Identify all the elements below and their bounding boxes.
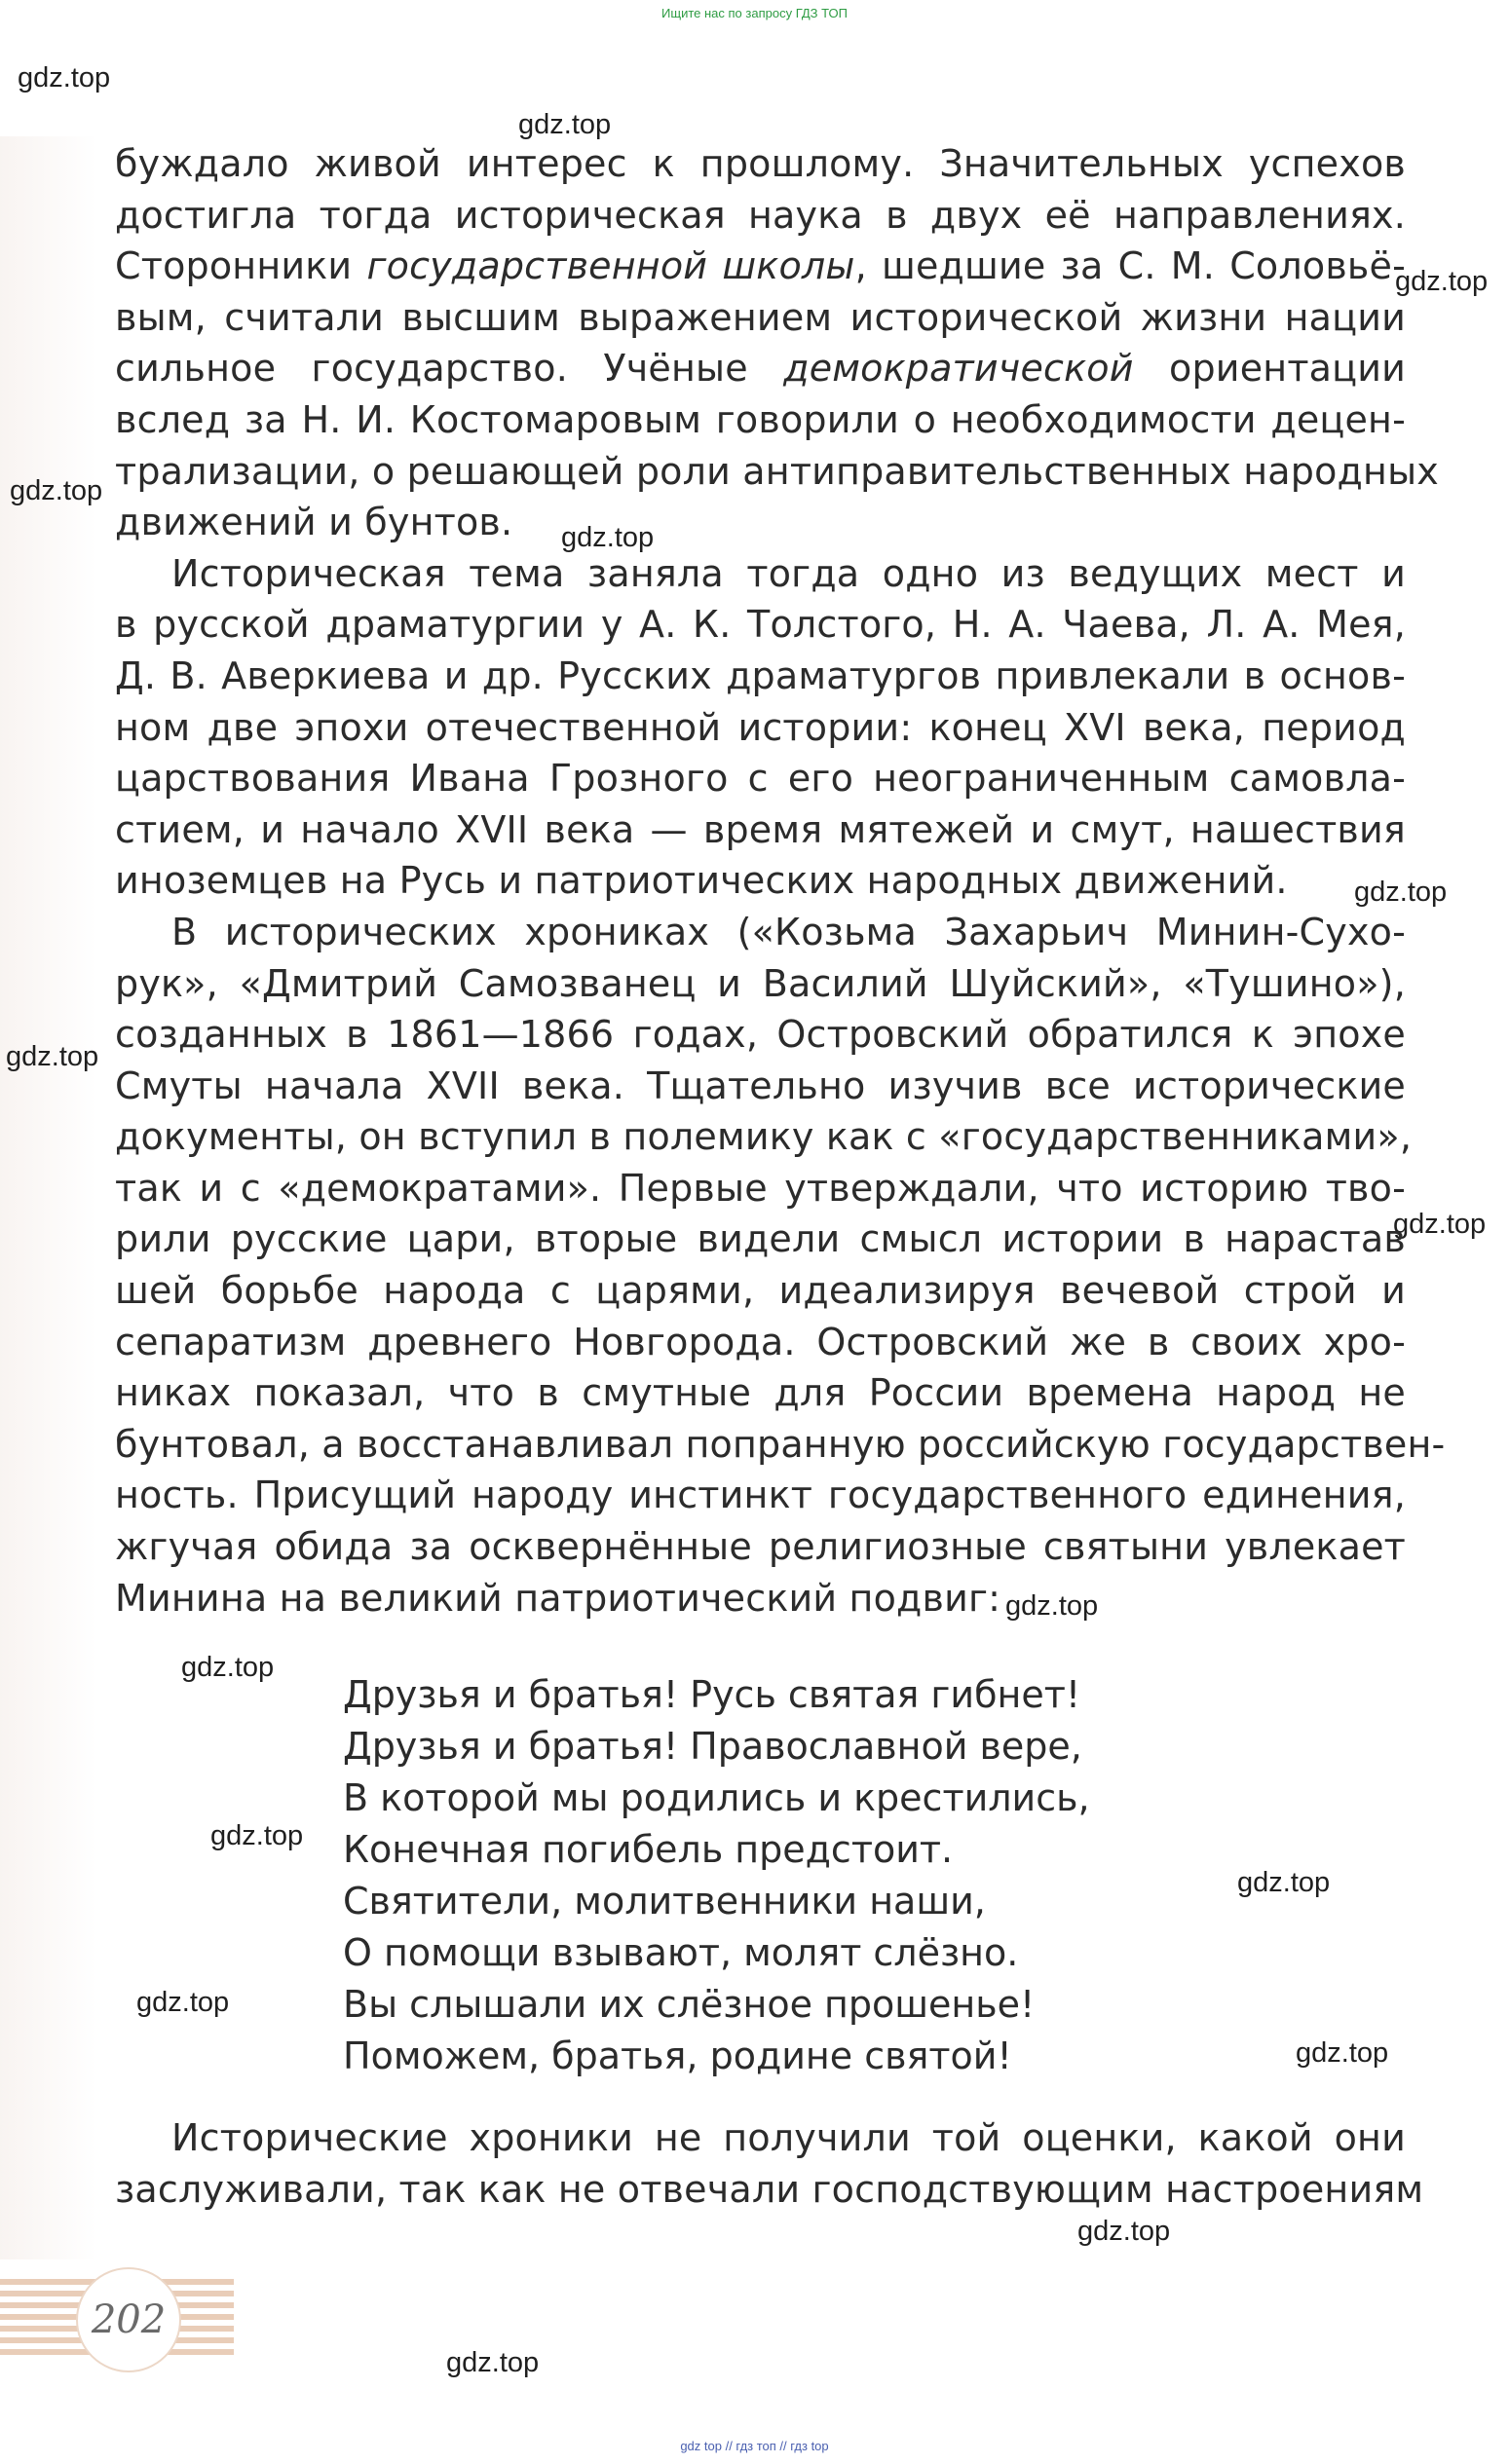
text-segment: созданных в 1861—1866 годах, Островский обратился к эпохе [115,1013,1406,1057]
text-line [115,651,1406,702]
text-segment: ориентации [1133,347,1407,391]
watermark: gdz.top [210,1820,304,1851]
text-line [115,1111,1413,1163]
text-segment: царствования Ивана Грозного с его неограниченным самовла- [115,757,1406,801]
poem-line: В которой мы родились и крестились, [343,1776,1090,1819]
poem-line: Друзья и братья! Русь святая гибнет! [343,1673,1081,1716]
text-segment: буждало живой интерес к прошлому. Значительных успехов [115,142,1406,185]
italic-term: демократической [783,347,1134,391]
text-segment: Историческая тема заняла тогда одно из ведущих мест и [171,551,1406,595]
text-line: заслуживали, так как не отвечали господствующим настроениям [115,2167,1424,2211]
italic-term: государственной школы [366,244,855,288]
text-segment: ность. Присущий народу инстинкт государственного единения, [115,1474,1406,1517]
watermark: gdz.top [181,1652,275,1683]
watermark: gdz.top [561,522,655,553]
text-line [115,1573,1406,1624]
text-segment: вслед за Н. И. Костомаровым говорили о необходимости децен- [115,397,1406,441]
top-banner: Ищите нас по запросу ГДЗ ТОП [661,6,848,20]
text-segment: в русской драматургии у А. К. Толстого, Н. А. Чаева, Л. А. Мея, [115,603,1406,647]
watermark: gdz.top [446,2347,540,2378]
text-line [115,855,1406,907]
text-line [115,1009,1406,1061]
watermark: gdz.top [136,1987,230,2018]
text-segment: рук», «Дмитрий Самозванец и Василий Шуйский», «Тушино»), [115,961,1406,1005]
text-segment: Д. В. Аверкиева и др. Русских драматургов привлекали в основ- [115,653,1406,697]
text-line [115,446,1439,498]
text-segment: бунтовал, а восстанавливал попранную российскую государствен- [115,1422,1446,1466]
watermark: gdz.top [1005,1590,1099,1622]
closing-paragraph [115,2112,1424,2215]
watermark: gdz.top [1296,2037,1389,2069]
watermark: gdz.top [1077,2216,1171,2247]
text-segment: сильное государство. Учёные [115,347,784,391]
text-line [115,753,1406,804]
watermark: gdz.top [18,62,111,93]
text-segment: Сторонники [115,244,367,288]
text-segment: достигла тогда историческая наука в двух её направлениях. [115,193,1406,237]
text-line [115,1521,1406,1573]
text-segment: Смуты начала XVII века. Тщательно изучив все исторические [115,1064,1406,1107]
text-segment: так и с «демократами». Первые утверждали, что историю тво- [115,1166,1406,1210]
text-segment: Минина на великий патриотический подвиг: [115,1576,1001,1620]
text-line [115,1367,1406,1419]
text-line [115,497,1406,548]
text-line [115,599,1406,651]
text-line [115,907,1406,958]
text-segment: сепаратизм древнего Новгорода. Островский же в своих хро- [115,1320,1406,1363]
watermark: gdz.top [10,475,103,506]
text-line [115,190,1406,242]
poem [343,1669,1090,2082]
text-line [115,958,1406,1010]
bottom-banner: gdz top // гдз топ // гдз top [680,2439,829,2453]
text-segment: шей борьбе народа с царями, идеализируя вечевой строй и [115,1269,1406,1313]
text-segment: трализации, о решающей роли антиправительственных народных [115,449,1439,493]
text-line [115,1061,1406,1112]
watermark: gdz.top [518,109,612,140]
poem-line: Друзья и братья! Православной вере, [343,1725,1082,1768]
poem-line: О помощи взывают, молят слёзно. [343,1931,1019,1974]
text-line [115,292,1406,344]
text-line [115,1213,1406,1265]
poem-line: Поможем, братья, родине святой! [343,2035,1012,2077]
poem-line: Святители, молитвенники наши, [343,1880,986,1923]
page-number: 202 [76,2267,181,2372]
text-segment: стием, и начало XVII века — время мятежей и смут, нашествия [115,807,1406,851]
watermark: gdz.top [1237,1867,1331,1898]
text-line [115,1419,1446,1471]
text-line [115,548,1406,600]
text-segment: иноземцев на Русь и патриотических народных движений. [115,859,1288,903]
text-line: Исторические хроники не получили той оценки, какой они [171,2116,1406,2159]
poem-line: Конечная погибель предстоит. [343,1828,954,1871]
watermark: gdz.top [1395,266,1489,297]
text-segment: вым, считали высшим выражением исторической жизни нации [115,295,1406,339]
text-line [115,343,1406,394]
text-line [115,702,1406,754]
text-line [115,1470,1406,1521]
text-line [115,138,1406,190]
watermark: gdz.top [1354,877,1448,908]
text-segment: В исторических хрониках («Козьма Захарьич Минин-Сухо- [171,910,1406,953]
text-line [115,394,1406,446]
text-segment: документы, он вступил в полемику как с «государственниками», [115,1115,1413,1159]
text-segment: , шедшие за С. М. Соловьё- [854,244,1406,288]
text-segment: рили русские цари, вторые видели смысл истории в нарастав [115,1217,1406,1261]
text-segment: жгучая обида за осквернённые религиозные святыни увлекает [115,1525,1406,1569]
text-line [115,804,1406,856]
text-segment: никах показал, что в смутные для России времена народ не [115,1371,1406,1415]
text-line [115,1317,1406,1368]
text-segment: ном две эпохи отечественной истории: конец XVI века, период [115,705,1406,749]
text-segment: движений и бунтов. [115,501,513,544]
text-line [115,1265,1406,1317]
poem-line: Вы слышали их слёзное прошенье! [343,1983,1036,2026]
text-line [115,1163,1406,1214]
text-line [115,241,1406,292]
watermark: gdz.top [6,1041,99,1072]
margin-decoration [0,136,97,2259]
watermark: gdz.top [1393,1209,1487,1240]
